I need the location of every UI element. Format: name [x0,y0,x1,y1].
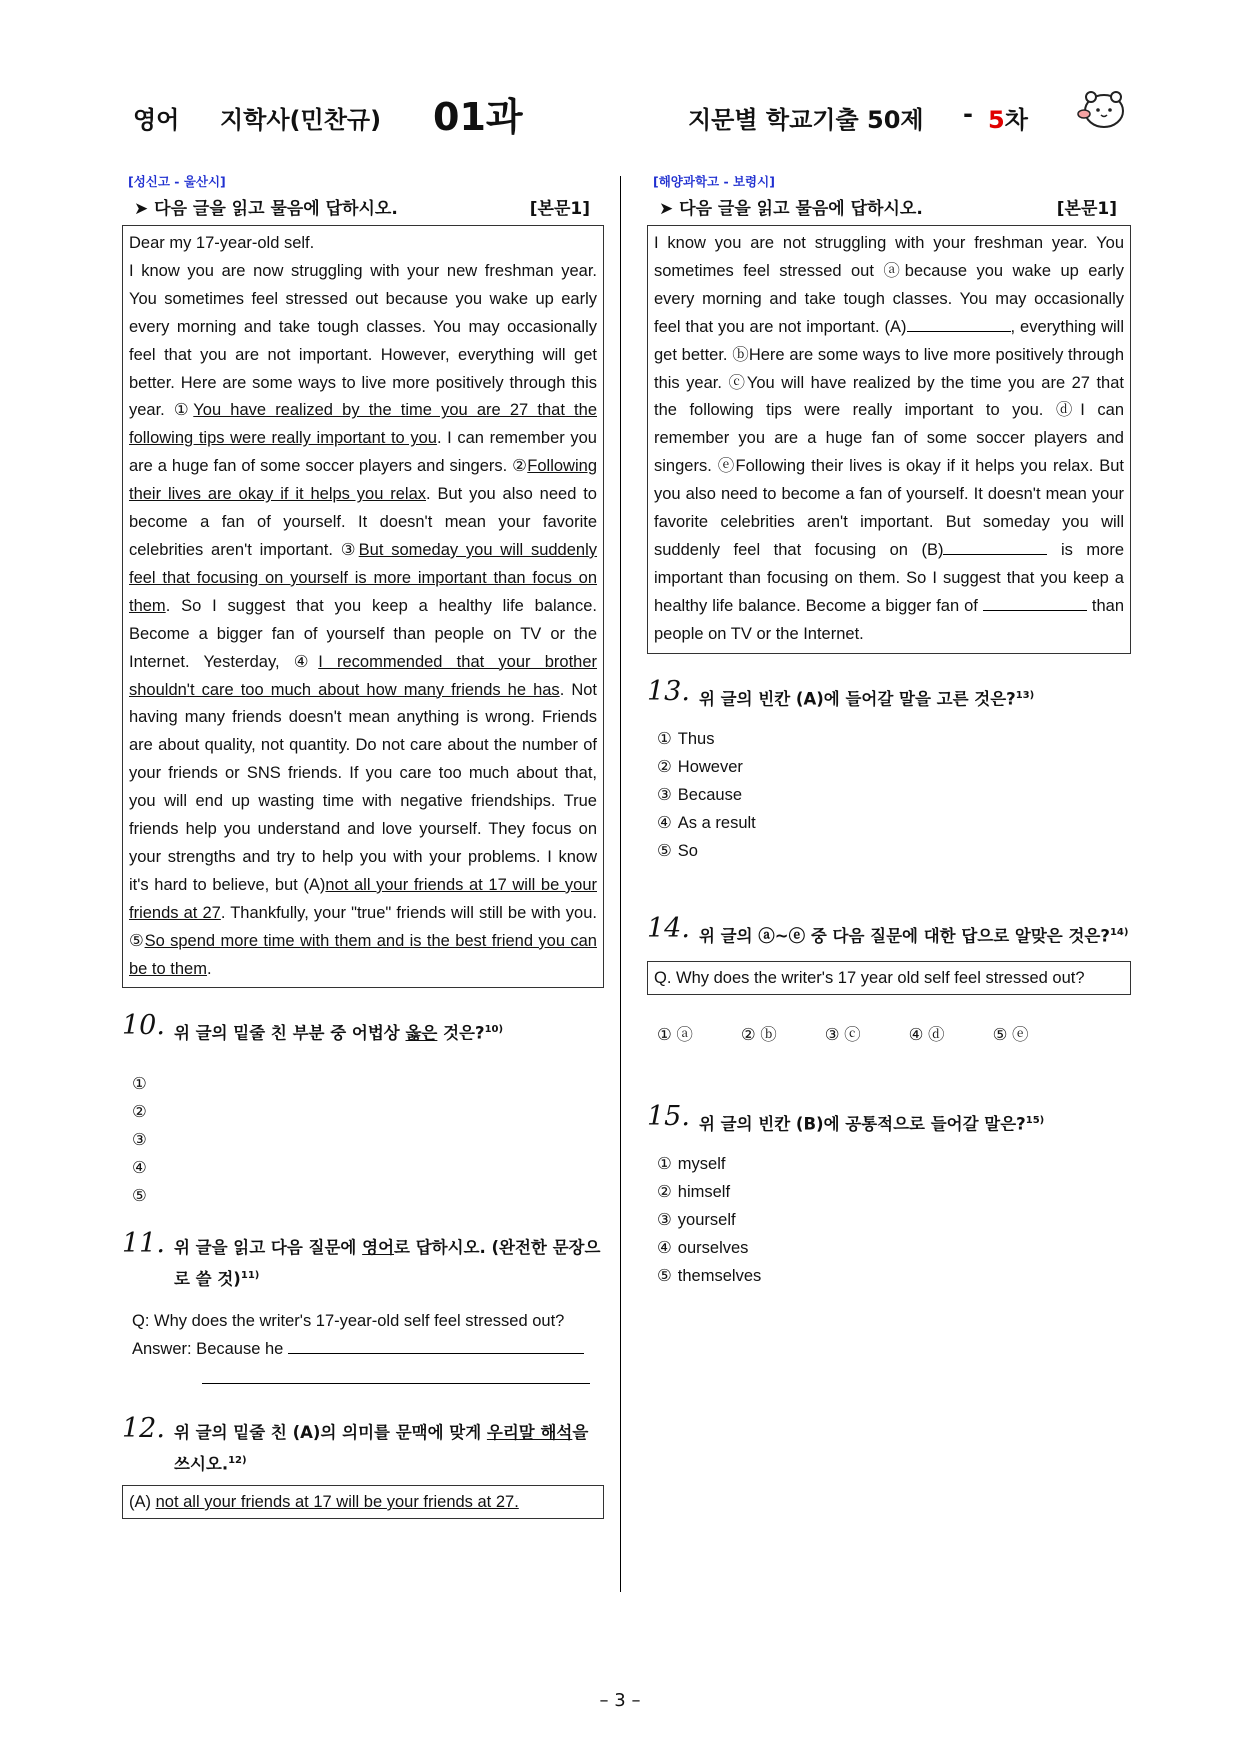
q-text: 위 글의 빈칸 (B)에 공통적으로 들어갈 말은? [699,1114,1026,1134]
text-segment: I know you are not struggling with your freshman year. You sometimes feel stressed out ⓐbecause you wake up early every morning and take tough classes. You may occasionally feel that you are not important. (A) [654,234,1124,336]
option[interactable] [657,1262,1131,1290]
q-emph: 옳은 [405,1023,438,1043]
question-answer [132,1307,604,1393]
q-text: 것은? [437,1023,485,1043]
q-text: 위 글의 밑줄 친 (A)의 의미를 문맥에 맞게 [174,1423,487,1443]
text-segment: . [206,959,212,978]
option[interactable]: ④ ⓓ [908,1025,945,1044]
instruction-text: ➤ 다음 글을 읽고 물음에 답하시오. [134,199,398,219]
blank-b[interactable] [943,538,1047,555]
option[interactable] [657,725,1131,753]
text-segment: . So I suggest that you keep a healthy life balance. Become a bigger fan of yourself than people on TV or the Internet. Yesterday, ④ [129,596,597,671]
option[interactable]: ⑤ ⓔ [992,1025,1029,1044]
q-text: 을 쓰시오. [174,1423,589,1474]
answer-box [122,1485,604,1519]
box-text: not all your friends at 17 will be your friends at 27. [155,1492,519,1511]
option-num: ④ [657,814,672,833]
option[interactable]: ② [132,1102,147,1121]
q-text: 위 글의 ⓐ~ⓔ 중 다음 질문에 대한 답으로 알맞은 것은? [699,926,1110,946]
left-column [122,172,604,1519]
option[interactable]: ⑤ [132,1186,147,1205]
answer-line [132,1335,604,1363]
option-text: Because [677,786,743,805]
question-11 [122,1227,604,1394]
underlined-1: You have realized by the time you are 27 that the following tips were really important to you [129,401,597,448]
round-number: 5 [988,106,1005,134]
box-prefix: (A) [129,1492,156,1511]
option[interactable] [657,753,1131,781]
options [132,1070,604,1210]
text-segment: . I can remember you are a huge fan of some soccer players and singers. ② [129,429,597,476]
option[interactable]: ④ [132,1158,147,1177]
footnote: 11) [240,1269,260,1281]
underlined-a: not all your friends at 17 will be your friends at 27 [129,875,597,922]
series-title: 지문별 학교기출 50제 [688,106,924,134]
question-box: Q. Why does the writer's 17 year old self feel stressed out? [647,961,1131,995]
footnote: 15) [1025,1114,1045,1126]
option-num: ④ [657,1239,672,1258]
option-text: yourself [677,1211,736,1230]
passage-body [654,230,1124,649]
option[interactable]: ③ [132,1130,147,1149]
text-segment: . But you also need to become a fan of yourself. It doesn't mean your favorite celebrities aren't important. ③ [129,485,597,559]
option[interactable] [657,1178,1131,1206]
option-num: ⑤ [657,842,672,861]
question-number: 10. [122,1010,165,1042]
question-number: 11. [122,1227,165,1259]
option-num: ① [657,1155,672,1174]
q-text: 위 글을 읽고 다음 질문에 [174,1237,363,1257]
option-text: As a result [677,814,756,833]
question-text [122,1419,604,1479]
option-num: ⑤ [657,1267,672,1286]
subject: 영어 [133,106,180,134]
question-12 [122,1413,604,1519]
option-num: ③ [657,786,672,805]
option[interactable]: ① ⓐ [657,1025,693,1044]
answer-line-2 [132,1363,604,1393]
q11-question: Q: Why does the writer's 17-year-old self feel stressed out? [132,1312,565,1331]
round-suffix: 차 [1004,106,1028,134]
round-label [988,100,1028,135]
text-segment: . Thankfully, your "true" friends will still be with you. ⑤ [129,903,597,950]
header-dash: - [963,100,973,128]
options [657,1150,1131,1290]
left-instruction [122,194,604,219]
footnote: 13) [1015,689,1035,701]
question-text [122,1016,604,1048]
option-text: So [677,842,698,861]
right-column [647,172,1131,1290]
page-header [0,78,1240,148]
answer-prefix: Answer: Because he [132,1340,284,1359]
instruction-tag: [본문1] [529,199,590,219]
underlined-5: So spend more time with them and is the best friend you can be to them [129,931,597,978]
text-segment: , everything will get better. ⓑHere are some ways to live more positively through this year. ⓒYou will have realized by the time you are 27 that the following tips were really important to you. ⓓI can remember you are a huge fan of some soccer players and singers. ⓔFollowing their lives is okay if it helps you relax. But you also need to become a fan of yourself. It doesn't mean your favorite celebrities aren't important. But someday you will suddenly feel that focusing on (B) [654,317,1124,559]
question-text [647,682,1131,714]
option[interactable]: ③ ⓒ [824,1025,861,1044]
left-passage [122,225,604,988]
publisher: 지학사(민찬규) [220,106,382,134]
right-instruction [647,194,1131,219]
instruction-text: ➤ 다음 글을 읽고 물음에 답하시오. [659,199,923,219]
underlined-3: But someday you will suddenly feel that focusing on yourself is more important than focus on them [129,540,598,615]
right-passage [647,225,1131,654]
answer-blank-1[interactable] [288,1353,584,1354]
blank-b2[interactable] [983,594,1087,611]
footnote: 14) [1109,927,1129,939]
text-segment: I know you are now struggling with your new freshman year. You sometimes feel stressed out because you wake up early every morning and take tough classes. You may occasionally feel that you are not important. However, everything will get better. Here are some ways to live more positively through this year. ① [129,261,597,420]
question-text [647,919,1131,951]
q-text: 위 글의 빈칸 (A)에 들어갈 말을 고른 것은? [699,689,1016,709]
question-text [647,1107,1131,1139]
option-text: ourselves [677,1239,749,1258]
option-text: myself [677,1155,726,1174]
left-source: [성신고 - 울산시] [128,174,226,189]
option[interactable]: ① [132,1074,147,1093]
question-number: 13. [647,675,690,707]
option[interactable] [657,837,1131,865]
q-text: 로 답하시오. (완전한 문장으로 쓸 것) [174,1237,601,1289]
option-text: However [677,758,743,777]
footnote: 10) [484,1024,504,1036]
option-text: himself [677,1183,731,1202]
question-13 [647,675,1131,866]
blank-a[interactable] [907,315,1011,332]
question-number: 14. [647,913,690,945]
page-number: – 3 – [599,1690,641,1711]
greeting: Dear my 17-year-old self. [129,234,315,252]
q-emph: 영어 [362,1237,395,1257]
text-segment: is more important than focusing on them. So I suggest that you keep a healthy life balance. Become a bigger fan of [654,540,1124,615]
question-number: 12. [122,1413,165,1445]
question-number: 15. [647,1100,690,1132]
text-segment: . Not having many friends doesn't mean anything is wrong. Friends are about quality, not quantity. Do not care about the number of your friends or SNS friends. If you care too much about that, you will end up wasting time with negative friendships. True friends help you understand and love yourself. They focus on your strengths and try to help you with your problems. I know it's hard to believe, but (A) [129,680,597,894]
q-emph: 우리말 해석 [486,1423,573,1443]
underlined-4: I recommended that your brother shouldn't care too much about how many friends he has [129,652,597,699]
question-14 [647,913,1131,1045]
column-divider [620,176,621,1592]
option-text: themselves [677,1267,762,1286]
passage-body [129,258,597,984]
question-text [122,1234,604,1294]
option[interactable]: ② ⓑ [740,1025,777,1044]
text-segment: than people on TV or the Internet. [654,596,1124,643]
mascot-icon [1076,86,1128,134]
underlined-2: Following their lives are okay if it helps you relax [129,457,597,504]
option-num: ③ [657,1211,672,1230]
footnote: 12) [228,1455,247,1467]
option-num: ② [657,758,672,777]
lesson-title: 01과 [433,95,523,139]
options [657,725,1131,865]
option-num: ① [657,730,672,749]
option[interactable] [657,1206,1131,1234]
option[interactable] [657,781,1131,809]
options [657,1021,1131,1045]
question-15 [647,1100,1131,1291]
option[interactable] [657,1234,1131,1262]
q-text: 위 글의 밑줄 친 부분 중 어법상 [174,1023,406,1043]
option-num: ② [657,1183,672,1202]
instruction-tag: [본문1] [1056,199,1117,219]
option[interactable] [657,809,1131,837]
answer-blank-2[interactable] [202,1363,590,1384]
question-10 [122,1010,604,1210]
option[interactable] [657,1150,1131,1178]
option-text: Thus [677,730,715,749]
right-source: [해양과학고 - 보령시] [653,174,775,189]
